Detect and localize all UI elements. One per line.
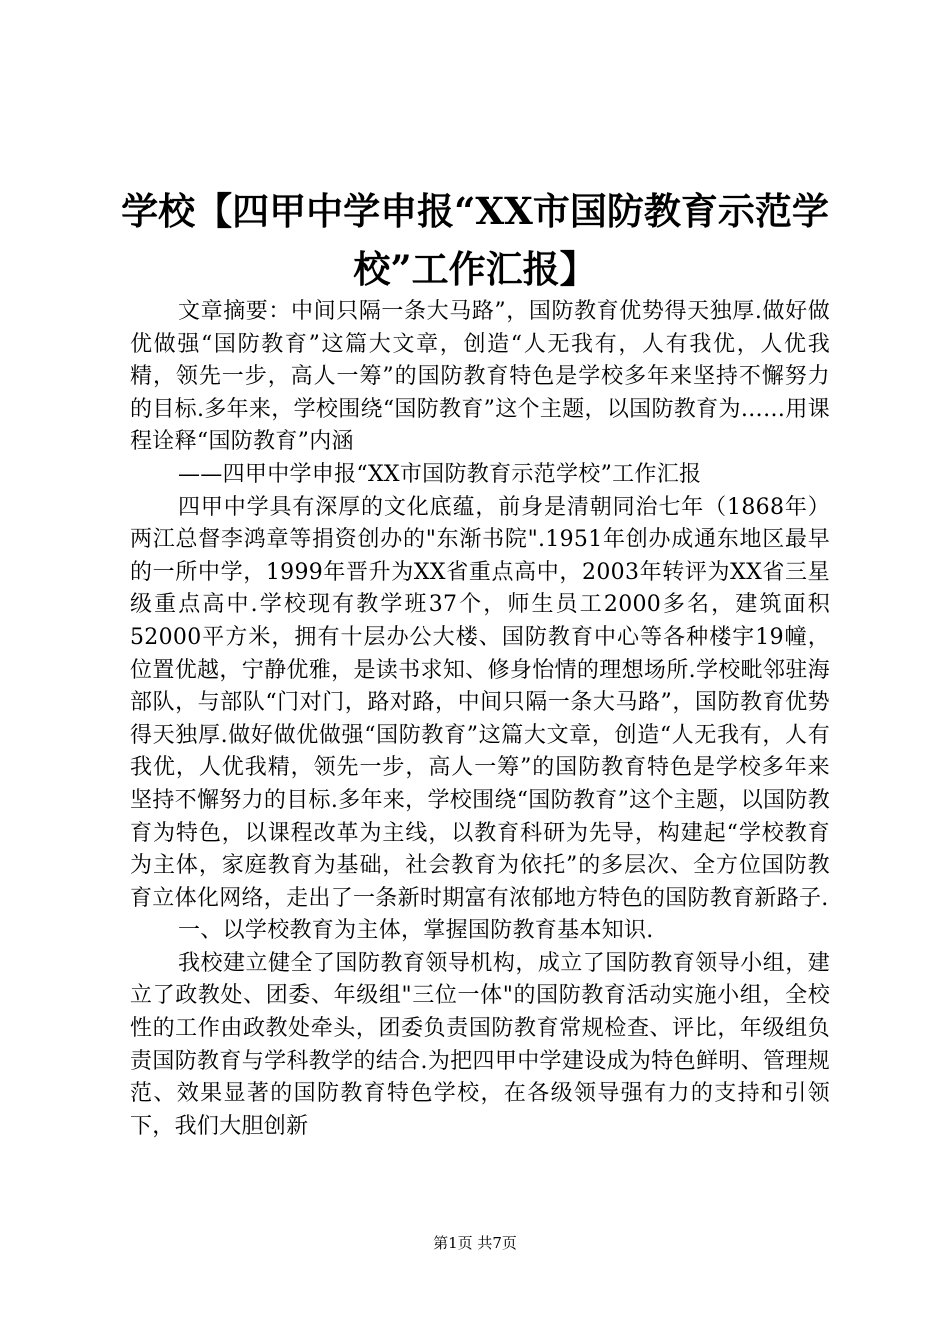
abstract-paragraph: 文章摘要：中间只隔一条大马路”，国防教育优势得天独厚.做好做优做强“国防教育”这篇大文章，创造“人无我有，人有我优，人优我精，领先一步，高人一筹”的国防教育特色是学校多年来坚持不懈努力的目标.多年来，学校围绕“国防教育”这个主题，以国防教育为……用课程诠释“国防教育”内涵 (130, 299, 830, 455)
document-title (120, 182, 830, 298)
body-paragraph-2: 我校建立健全了国防教育领导机构，成立了国防教育领导小组，建立了政教处、团委、年级组"三位一体"的国防教育活动实施小组，全校性的工作由政教处牵头，团委负责国防教育常规检查、评比，年级组负责国防教育与学科教学的结合.为把四甲中学建设成为特色鲜明、管理规范、效果显著的国防教育特色学校，在各级领导强有力的支持和引领下，我们大胆创新 (130, 950, 830, 1139)
subtitle-line: ——四甲中学申报“XX市国防教育示范学校”工作汇报 (178, 461, 702, 487)
title-line-1: 学校【四甲中学申报“XX市国防教育示范学 (121, 189, 829, 233)
title-line-2: 校”工作汇报】 (353, 247, 597, 291)
document-body (130, 296, 830, 1143)
page-footer: 第1页 共7页 (433, 1234, 517, 1252)
section-heading-1: 一、以学校教育为主体，掌握国防教育基本知识. (178, 918, 654, 944)
body-paragraph-1: 四甲中学具有深厚的文化底蕴，前身是清朝同治七年（1868年）两江总督李鸿章等捐资创办的"东渐书院".1951年创办成通东地区最早的一所中学，1999年晋升为XX省重点高中，2003年转评为XX省三星级重点高中.学校现有教学班37个，师生员工2000多名，建筑面积52000平方米，拥有十层办公大楼、国防教育中心等各种楼宇19幢，位置优越，宁静优雅，是读书求知、修身怡情的理想场所.学校毗邻驻海部队，与部队“门对门，路对路，中间只隔一条大马路”，国防教育优势得天独厚.做好做优做强“国防教育”这篇大文章，创造“人无我有，人有我优，人优我精，领先一步，高人一筹”的国防教育特色是学校多年来坚持不懈努力的目标.多年来，学校围绕“国防教育”这个主题，以国防教育为特色，以课程改革为主线，以教育科研为先导，构建起“学校教育为主体，家庭教育为基础，社会教育为依托”的多层次、全方位国防教育立体化网络，走出了一条新时期富有浓郁地方特色的国防教育新路子. (130, 494, 830, 911)
